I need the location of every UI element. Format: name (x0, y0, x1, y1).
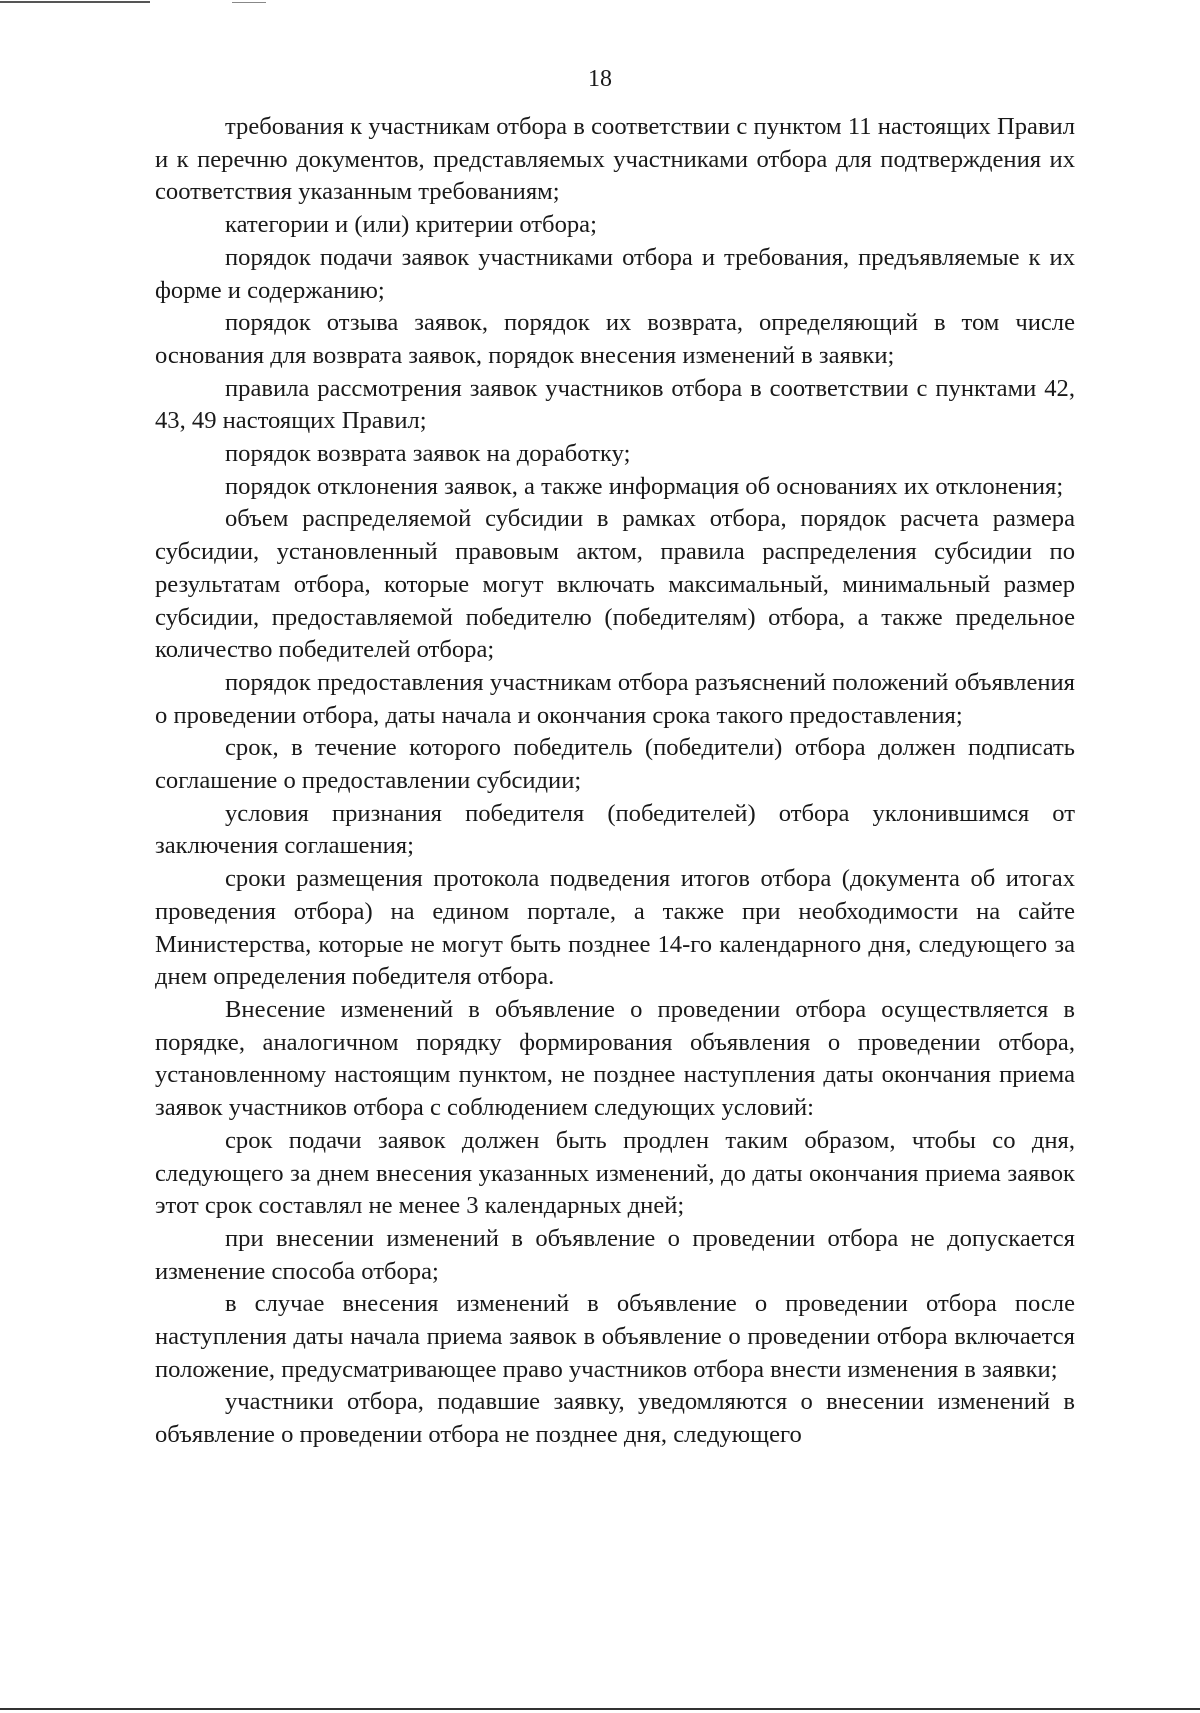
paragraph: в случае внесения изменений в объявление о проведении отбора после наступления даты начала приема заявок в объявление о проведении отбора включается положение, предусматривающее право участников отбора внести изменения в заявки; (155, 1290, 1075, 1383)
scan-artifact-bottom (0, 1708, 1200, 1710)
scan-artifact-top (0, 1, 150, 3)
paragraph: порядок возврата заявок на доработку; (225, 440, 631, 468)
paragraph: правила рассмотрения заявок участников отбора в соответствии с пунктами 42, 43, 49 настоящих Правил; (155, 374, 1075, 435)
paragraph: категории и (или) критерии отбора; (225, 211, 597, 239)
paragraph: срок подачи заявок должен быть продлен таким образом, чтобы со дня, следующего за днем внесения указанных изменений, до даты окончания приема заявок этот срок составлял не менее 3 календарных дней; (155, 1126, 1075, 1220)
document-body (155, 111, 1075, 1452)
paragraph: Внесение изменений в объявление о проведении отбора осуществляется в порядке, аналогичном порядку формирования объявления о проведении отбора, установленному настоящим пунктом, не позднее наступления даты окончания приема заявок участников отбора с соблюдением следующих условий: (155, 995, 1075, 1122)
paragraph: порядок предоставления участникам отбора разъяснений положений объявления о проведении отбора, даты начала и окончания срока такого предоставления; (155, 668, 1075, 729)
paragraph: срок, в течение которого победитель (победители) отбора должен подписать соглашение о предоставлении субсидии; (155, 734, 1075, 795)
scan-artifact-top-short (232, 2, 266, 3)
paragraph: при внесении изменений в объявление о проведении отбора не допускается изменение способа отбора; (155, 1224, 1075, 1285)
paragraph: порядок подачи заявок участниками отбора и требования, предъявляемые к их форме и содержанию; (155, 243, 1075, 304)
paragraph: участники отбора, подавшие заявку, уведомляются о внесении изменений в объявление о проведении отбора не позднее дня, следующего (155, 1388, 1075, 1449)
paragraph: сроки размещения протокола подведения итогов отбора (документа об итогах проведения отбора) на едином портале, а также при необходимости на сайте Министерства, которые не могут быть позднее 14-го календарного дня, следующего за днем определения победителя отбора. (155, 865, 1075, 991)
paragraph: порядок отклонения заявок, а также информация об основаниях их отклонения; (225, 472, 1064, 500)
paragraph: условия признания победителя (победителей) отбора уклонившимся от заключения соглашения; (155, 799, 1075, 860)
paragraph: порядок отзыва заявок, порядок их возврата, определяющий в том числе основания для возврата заявок, порядок внесения изменений в заявки; (155, 309, 1075, 369)
page-number: 18 (588, 66, 612, 92)
paragraph: требования к участникам отбора в соответствии с пунктом 11 настоящих Правил и к перечню документов, представляемых участниками отбора для подтверждения их соответствия указанным требованиям; (155, 113, 1075, 206)
paragraph: объем распределяемой субсидии в рамках отбора, порядок расчета размера субсидии, установленный правовым актом, правила распределения субсидии по результатам отбора, которые могут включать максимальный, минимальный размер субсидии, предоставляемой победителю (победителям) отбора, а также предельное количество победителей отбора; (155, 505, 1075, 664)
